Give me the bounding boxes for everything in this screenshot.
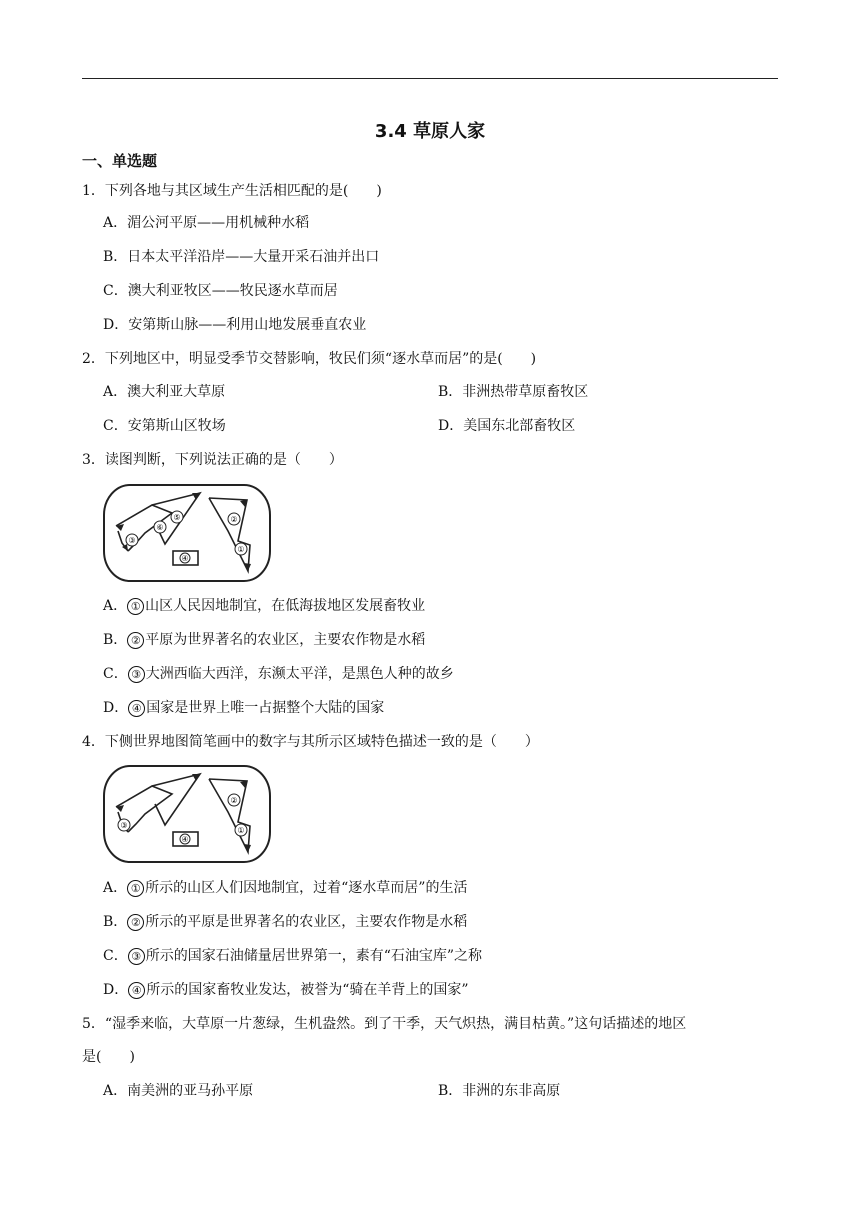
svg-text:③: ③ [120, 821, 128, 830]
q4-option-b-marker: ② [127, 914, 144, 931]
svg-text:⑤: ⑤ [173, 513, 181, 522]
q3-option-d-marker: ④ [128, 700, 145, 717]
q2-option-b[interactable]: B．非洲热带草原畜牧区 [438, 384, 589, 400]
q3-option-d[interactable]: D． ④ 国家是世界上唯一占据整个大陆的国家 [103, 700, 385, 716]
q5-stem-line2: 是( ) [82, 1049, 135, 1065]
q3-option-a-marker: ① [127, 598, 144, 615]
q3-world-map-sketch [100, 481, 276, 585]
q4-option-d-marker: ④ [128, 982, 145, 999]
q2-option-c[interactable]: C．安第斯山区牧场 [103, 418, 226, 434]
svg-text:④: ④ [181, 554, 189, 563]
page-title: 3.4 草原人家 [374, 121, 486, 142]
q2-option-a[interactable]: A．澳大利亚大草原 [103, 384, 226, 400]
q3-option-c[interactable]: C． ③ 大洲西临大西洋，东濒太平洋，是黑色人种的故乡 [103, 666, 454, 682]
map-label-1 [235, 543, 247, 555]
q5-stem-line1: 5．“湿季来临，大草原一片葱绿，生机盎然。到了干季，天气炽热，满目枯黄。”这句话描述的地区 [82, 1016, 687, 1032]
q3-option-a[interactable]: A． ① 山区人民因地制宜，在低海拔地区发展畜牧业 [103, 598, 426, 614]
q1-option-c[interactable]: C．澳大利亚牧区——牧民逐水草而居 [103, 283, 338, 299]
svg-text:①: ① [237, 826, 245, 835]
q4-world-map-sketch [100, 762, 276, 866]
q5-option-b[interactable]: B．非洲的东非高原 [438, 1083, 561, 1099]
map-label-4 [180, 834, 190, 844]
svg-text:⑥: ⑥ [156, 523, 164, 532]
map-label-2 [228, 794, 240, 806]
q1-stem: 1．下列各地与其区域生产生活相匹配的是( ) [82, 183, 382, 199]
section-heading: 一、单选题 [82, 152, 158, 170]
map-label-3 [126, 534, 138, 546]
header-rule [82, 78, 778, 79]
q3-stem: 3．读图判断，下列说法正确的是（ ） [82, 452, 343, 468]
q4-option-b[interactable]: B． ② 所示的平原是世界著名的农业区，主要农作物是水稻 [103, 914, 468, 930]
map-label-4 [180, 553, 190, 563]
q4-option-c-marker: ③ [128, 948, 145, 965]
q2-stem: 2．下列地区中，明显受季节交替影响，牧民们须“逐水草而居”的是( ) [82, 351, 537, 367]
map-label-3 [118, 819, 130, 831]
svg-text:②: ② [230, 796, 238, 805]
q1-option-b[interactable]: B．日本太平洋沿岸——大量开采石油并出口 [103, 249, 380, 265]
q3-option-b[interactable]: B． ② 平原为世界著名的农业区，主要农作物是水稻 [103, 632, 426, 648]
q1-option-d[interactable]: D．安第斯山脉——利用山地发展垂直农业 [103, 317, 367, 333]
map-label-1 [235, 824, 247, 836]
q4-stem: 4．下侧世界地图简笔画中的数字与其所示区域特色描述一致的是（ ） [82, 734, 539, 750]
q3-option-c-marker: ③ [128, 666, 145, 683]
q2-option-d[interactable]: D．美国东北部畜牧区 [438, 418, 576, 434]
q4-option-a[interactable]: A． ① 所示的山区人们因地制宜，过着“逐水草而居”的生活 [103, 880, 468, 896]
q3-option-b-marker: ② [127, 632, 144, 649]
q5-option-a[interactable]: A．南美洲的亚马孙平原 [103, 1083, 254, 1099]
q4-option-c[interactable]: C． ③ 所示的国家石油储量居世界第一，素有“石油宝库”之称 [103, 948, 483, 964]
svg-text:②: ② [230, 515, 238, 524]
svg-text:①: ① [237, 545, 245, 554]
q1-option-a[interactable]: A．湄公河平原——用机械种水稻 [103, 215, 310, 231]
q4-option-a-marker: ① [127, 880, 144, 897]
map-label-6 [154, 521, 166, 533]
svg-text:③: ③ [128, 536, 136, 545]
map-label-2 [228, 513, 240, 525]
map-label-5 [171, 511, 183, 523]
svg-text:④: ④ [181, 835, 189, 844]
q4-option-d[interactable]: D． ④ 所示的国家畜牧业发达，被誉为“骑在羊背上的国家” [103, 982, 469, 998]
